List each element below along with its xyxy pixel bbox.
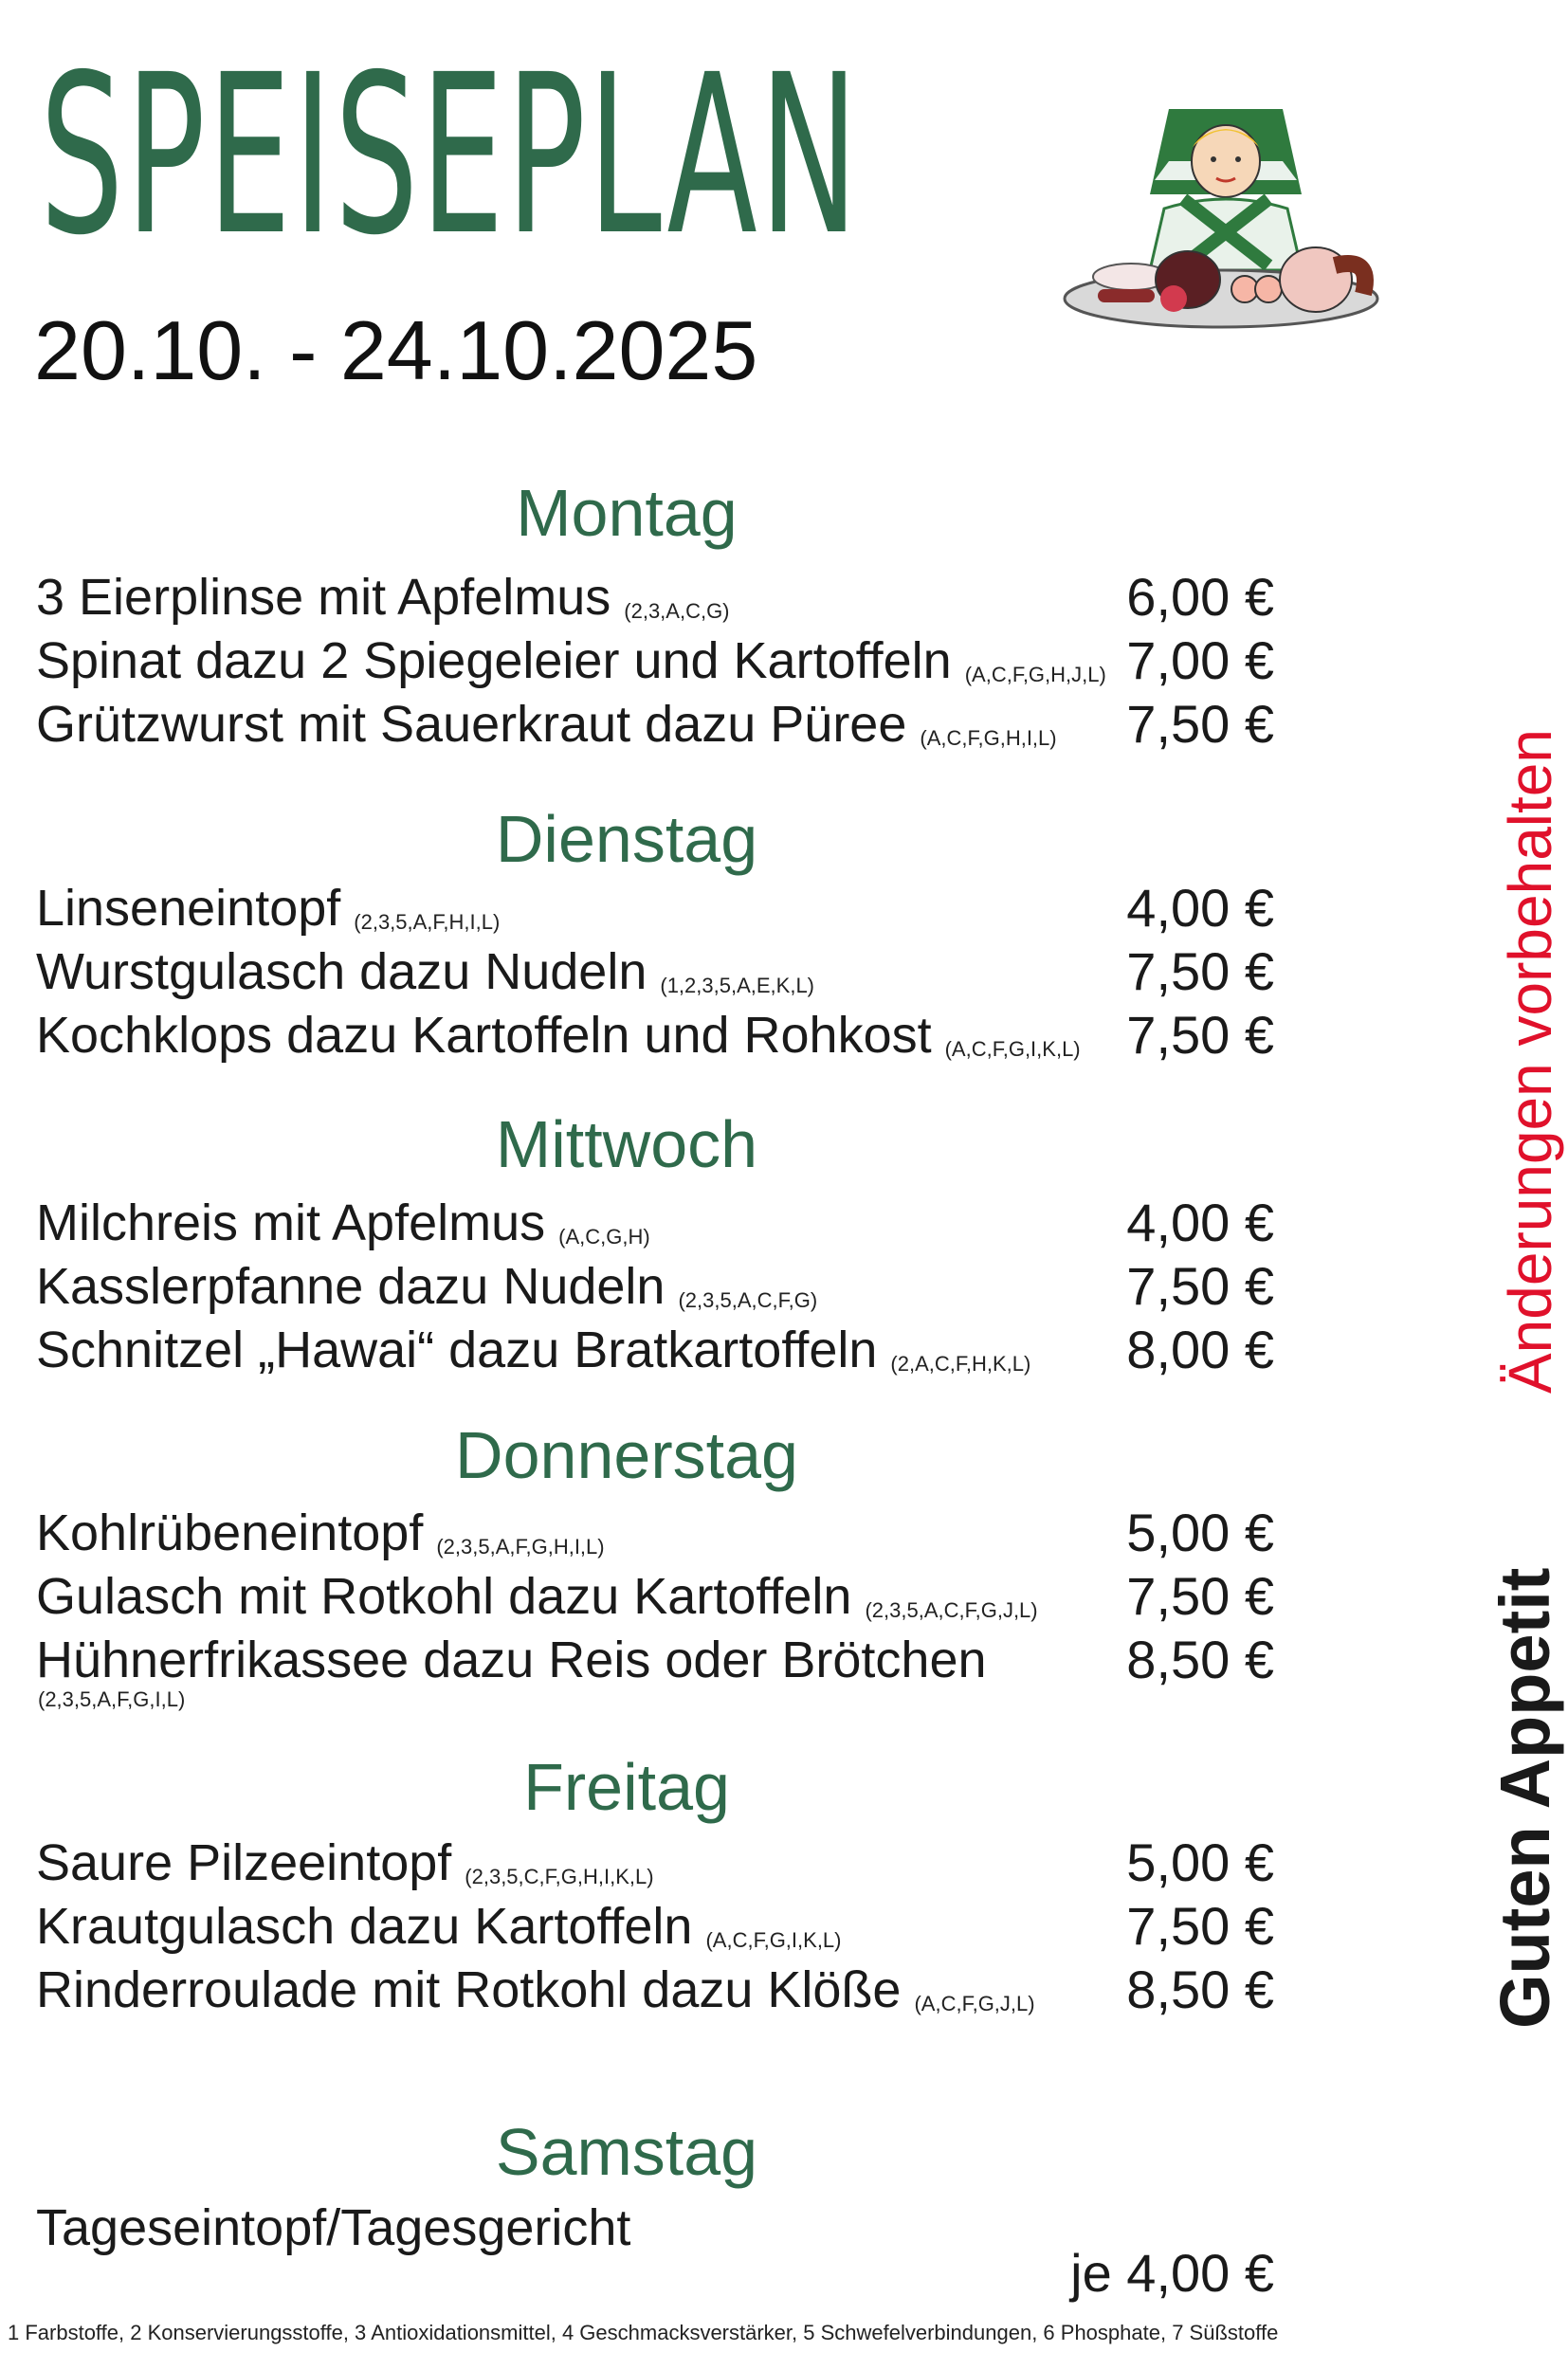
menu-item <box>36 1256 1420 1317</box>
guten-appetit-text: Guten Appetit <box>1486 1567 1564 2029</box>
price: 7,50 € <box>1126 1566 1274 1626</box>
dish-name: Rinderroulade mit Rotkohl dazu Klöße <box>36 1961 902 2018</box>
price: 7,50 € <box>1126 1896 1274 1956</box>
dish-name: Schnitzel „Hawai“ dazu Bratkartoffeln <box>36 1322 878 1378</box>
menu-item <box>36 694 1420 755</box>
allergen-codes: (1,2,3,5,A,E,K,L) <box>660 974 815 997</box>
price: 7,00 € <box>1126 630 1274 690</box>
menu-item <box>36 1960 1420 2020</box>
day-heading-donnerstag: Donnerstag <box>455 1418 798 1492</box>
allergen-codes: (2,A,C,F,H,K,L) <box>890 1352 1031 1376</box>
dish-name: Grützwurst mit Sauerkraut dazu Püree <box>36 696 907 753</box>
changes-reserved-notice: Änderungen vorbehalten <box>1496 729 1564 1394</box>
menu-item <box>36 878 1420 939</box>
dish-name: Hühnerfrikassee dazu Reis oder Brötchen <box>36 1632 987 1688</box>
price: 4,00 € <box>1126 878 1274 938</box>
day-heading-mittwoch: Mittwoch <box>495 1107 758 1181</box>
allergen-codes: (2,3,A,C,G) <box>624 599 730 623</box>
page-title: SPEISEPLAN <box>40 27 861 283</box>
dish-name: Saure Pilzeeintopf <box>36 1834 452 1891</box>
allergen-codes: (2,3,5,C,F,G,H,I,K,L) <box>465 1865 654 1888</box>
dish-name: Milchreis mit Apfelmus <box>36 1194 546 1251</box>
allergen-codes: (A,C,F,G,H,I,L) <box>920 726 1057 750</box>
dish-name: Gulasch mit Rotkohl dazu Kartoffeln <box>36 1568 852 1625</box>
menu-item <box>36 1832 1420 1893</box>
menu-item <box>36 941 1420 1002</box>
date-range: 20.10. - 24.10.2025 <box>34 303 758 397</box>
allergen-codes: (2,3,5,A,C,F,G,J,L) <box>865 1598 1038 1622</box>
day-heading-dienstag: Dienstag <box>495 802 758 876</box>
menu-item-price-row <box>36 2243 1420 2304</box>
allergen-codes: (2,3,5,A,F,G,H,I,L) <box>436 1535 605 1559</box>
dish-name: Kasslerpfanne dazu Nudeln <box>36 1258 665 1315</box>
dish-name: Kohlrübeneintopf <box>36 1504 424 1561</box>
butcher-girl-meat-platter-icon <box>1060 104 1382 351</box>
price: 7,50 € <box>1126 694 1274 754</box>
price: 8,50 € <box>1126 1630 1274 1689</box>
price: 5,00 € <box>1126 1503 1274 1562</box>
allergen-codes: (A,C,F,G,H,J,L) <box>964 663 1106 686</box>
menu-item <box>36 1896 1420 1957</box>
day-heading-montag: Montag <box>516 476 738 550</box>
allergen-codes: (A,C,F,G,I,K,L) <box>705 1928 842 1952</box>
dish-name: Spinat dazu 2 Spiegeleier und Kartoffeln <box>36 632 952 689</box>
menu-item <box>36 1566 1420 1627</box>
price: 8,50 € <box>1126 1960 1274 2019</box>
price: je 4,00 € <box>1070 2243 1274 2303</box>
dish-name: 3 Eierplinse mit Apfelmus <box>36 569 611 626</box>
price: 7,50 € <box>1126 1005 1274 1065</box>
menu-item <box>36 630 1420 691</box>
price: 4,00 € <box>1126 1193 1274 1252</box>
dish-name: Kochklops dazu Kartoffeln und Rohkost <box>36 1007 932 1064</box>
menu-item <box>36 1630 1420 1690</box>
menu-item <box>36 1005 1420 1066</box>
allergen-codes: (2,3,5,A,C,F,G) <box>678 1288 818 1312</box>
allergen-codes: (A,C,F,G,I,K,L) <box>944 1037 1081 1061</box>
allergen-codes: (2,3,5,A,F,G,I,L) <box>38 1687 186 1711</box>
menu-item <box>36 567 1420 628</box>
price: 7,50 € <box>1126 941 1274 1001</box>
menu-item <box>36 1193 1420 1253</box>
price: 8,00 € <box>1126 1320 1274 1379</box>
dish-name: Tageseintopf/Tagesgericht <box>36 2199 631 2256</box>
dish-name: Wurstgulasch dazu Nudeln <box>36 943 647 1000</box>
dish-name: Linseneintopf <box>36 880 341 937</box>
allergen-codes: (2,3,5,A,F,H,I,L) <box>354 910 501 934</box>
price: 7,50 € <box>1126 1256 1274 1316</box>
day-heading-freitag: Freitag <box>523 1750 730 1824</box>
allergen-codes: (A,C,G,H) <box>558 1225 650 1249</box>
allergen-codes: (A,C,F,G,J,L) <box>914 1992 1035 2015</box>
menu-item <box>36 1320 1420 1380</box>
day-heading-samstag: Samstag <box>495 2115 758 2189</box>
price: 6,00 € <box>1126 567 1274 627</box>
dish-name: Krautgulasch dazu Kartoffeln <box>36 1898 693 1955</box>
menu-item <box>36 1503 1420 1563</box>
price: 5,00 € <box>1126 1832 1274 1892</box>
additives-footnote: 1 Farbstoffe, 2 Konservierungsstoffe, 3 Antioxidationsmittel, 4 Geschmacksverstärker, 5 Schwefelverbindungen, 6 Phosphate, 7 Süßstoffe <box>8 2321 1279 2344</box>
